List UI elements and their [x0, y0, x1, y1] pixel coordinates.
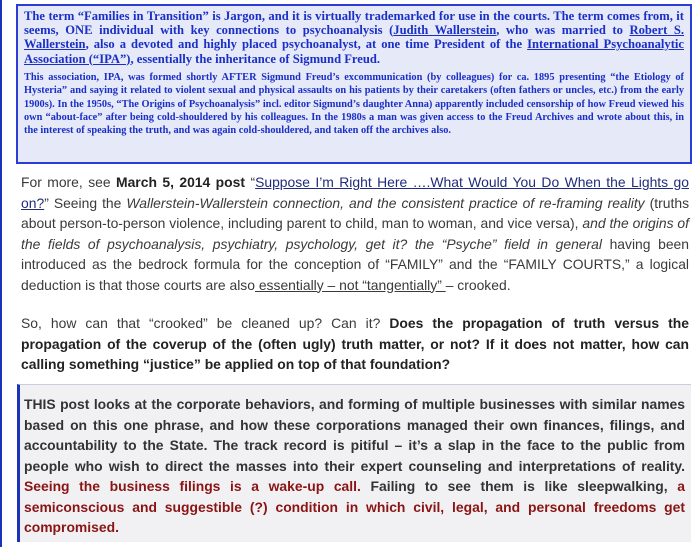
intro-text: The term “Families in Transition” is Jargon, and it is virtually trademarked for use in the courts. The term comes from, it seems, ONE individual with key connections to psychoanalysis (: [24, 9, 684, 38]
underlined-text: essentially – not “tangentially”: [254, 276, 446, 293]
bold-question-text: Does the propagation of truth versus the propagation of the coverup of the (often ugly) truth matter, or not? If it does not matter, how can calling something “justice” be applied on top of that foundation?: [21, 315, 689, 372]
ipa-link[interactable]: International Psychoanalytic Association (“IPA”): [24, 37, 684, 66]
body-text: having been introduced as the bedrock formula for the conception of “FAMILY” and the “FAMILY COURTS,” a logical deduction is that those courts are also: [21, 235, 689, 293]
intro-text: , also a devoted and highly placed psychoanalyst, at one time President of the: [85, 37, 528, 52]
wake-up-call-text: Seeing the business filings is a wake-up call.: [24, 478, 361, 494]
intro-text: , essentially the inheritance of Sigmund Freud.: [130, 51, 381, 66]
more-info-paragraph: [21, 172, 689, 295]
judith-wallerstein-link[interactable]: Judith Wallerstein: [393, 23, 497, 38]
body-text: ” Seeing the: [44, 194, 127, 211]
ipa-history-paragraph: This association, IPA, was formed shortly AFTER Sigmund Freud’s excommunication (by colleagues) for ca. 1895 presenting “the Etiology of Hysteria” and saying it related to violent sexual and physical assaults on his patients by their caretakers (often fathers or uncles, etc.) from the early 1900s). In the 1950s, “The Origins of Psychoanalysis” incl. editor Sigmund’s daughter Anna) apparently included censorship of how Freud viewed his own “about-face” after being cold-shouldered by his colleagues. In the 1980s a man was given access to the Freud Archives and wrote about this, in the interest of speaking the truth, and was again cold-shouldered, and taken off the archives also.: [24, 71, 684, 137]
intro-callout-box: [16, 4, 692, 164]
body-text: For more, see: [21, 174, 117, 190]
intro-paragraph: [24, 9, 684, 66]
intro-text: , who was married to: [496, 23, 630, 38]
crooked-question-paragraph: [21, 313, 689, 375]
summary-text: THIS post looks at the corporate behaviors, and forming of multiple businesses with similar names based on this one phrase, and how these corporations managed their own finances, filings, and accountability to the State. The track record is pitiful – it’s a slap in the face to the public from people who wish to direct the masses into their expert counseling and interpretations of reality.: [24, 396, 685, 474]
summary-paragraph: [24, 394, 685, 538]
body-text: “: [245, 174, 256, 190]
body-text: (truths about person-to-person violence, including parent to child, man to woman, and vice versa),: [21, 194, 690, 231]
freedoms-compromised-text: a semiconscious and suggestible (?) condition in which civil, legal, and personal freedoms get compromised.: [24, 478, 685, 535]
post-date: March 5, 2014 post: [116, 174, 246, 190]
body-text: – crooked.: [445, 276, 511, 293]
italic-text: and the origins of the fields of psychoanalysis, psychiatry, psychology, get it? the “Psyche” field in general: [21, 215, 689, 252]
italic-text: Wallerstein-Wallerstein connection, and the consistent practice of re-framing reality: [126, 194, 645, 211]
summary-text: Failing to see them is like sleepwalking,: [360, 478, 678, 494]
summary-callout-box: [17, 384, 691, 542]
suppose-im-right-post-link[interactable]: Suppose I’m Right Here ….What Would You Do When the Lights go on?: [21, 174, 689, 211]
robert-wallerstein-link[interactable]: Robert S. Wallerstein: [24, 23, 685, 52]
body-text: So, how can that “crooked” be cleaned up? Can it?: [21, 315, 390, 331]
